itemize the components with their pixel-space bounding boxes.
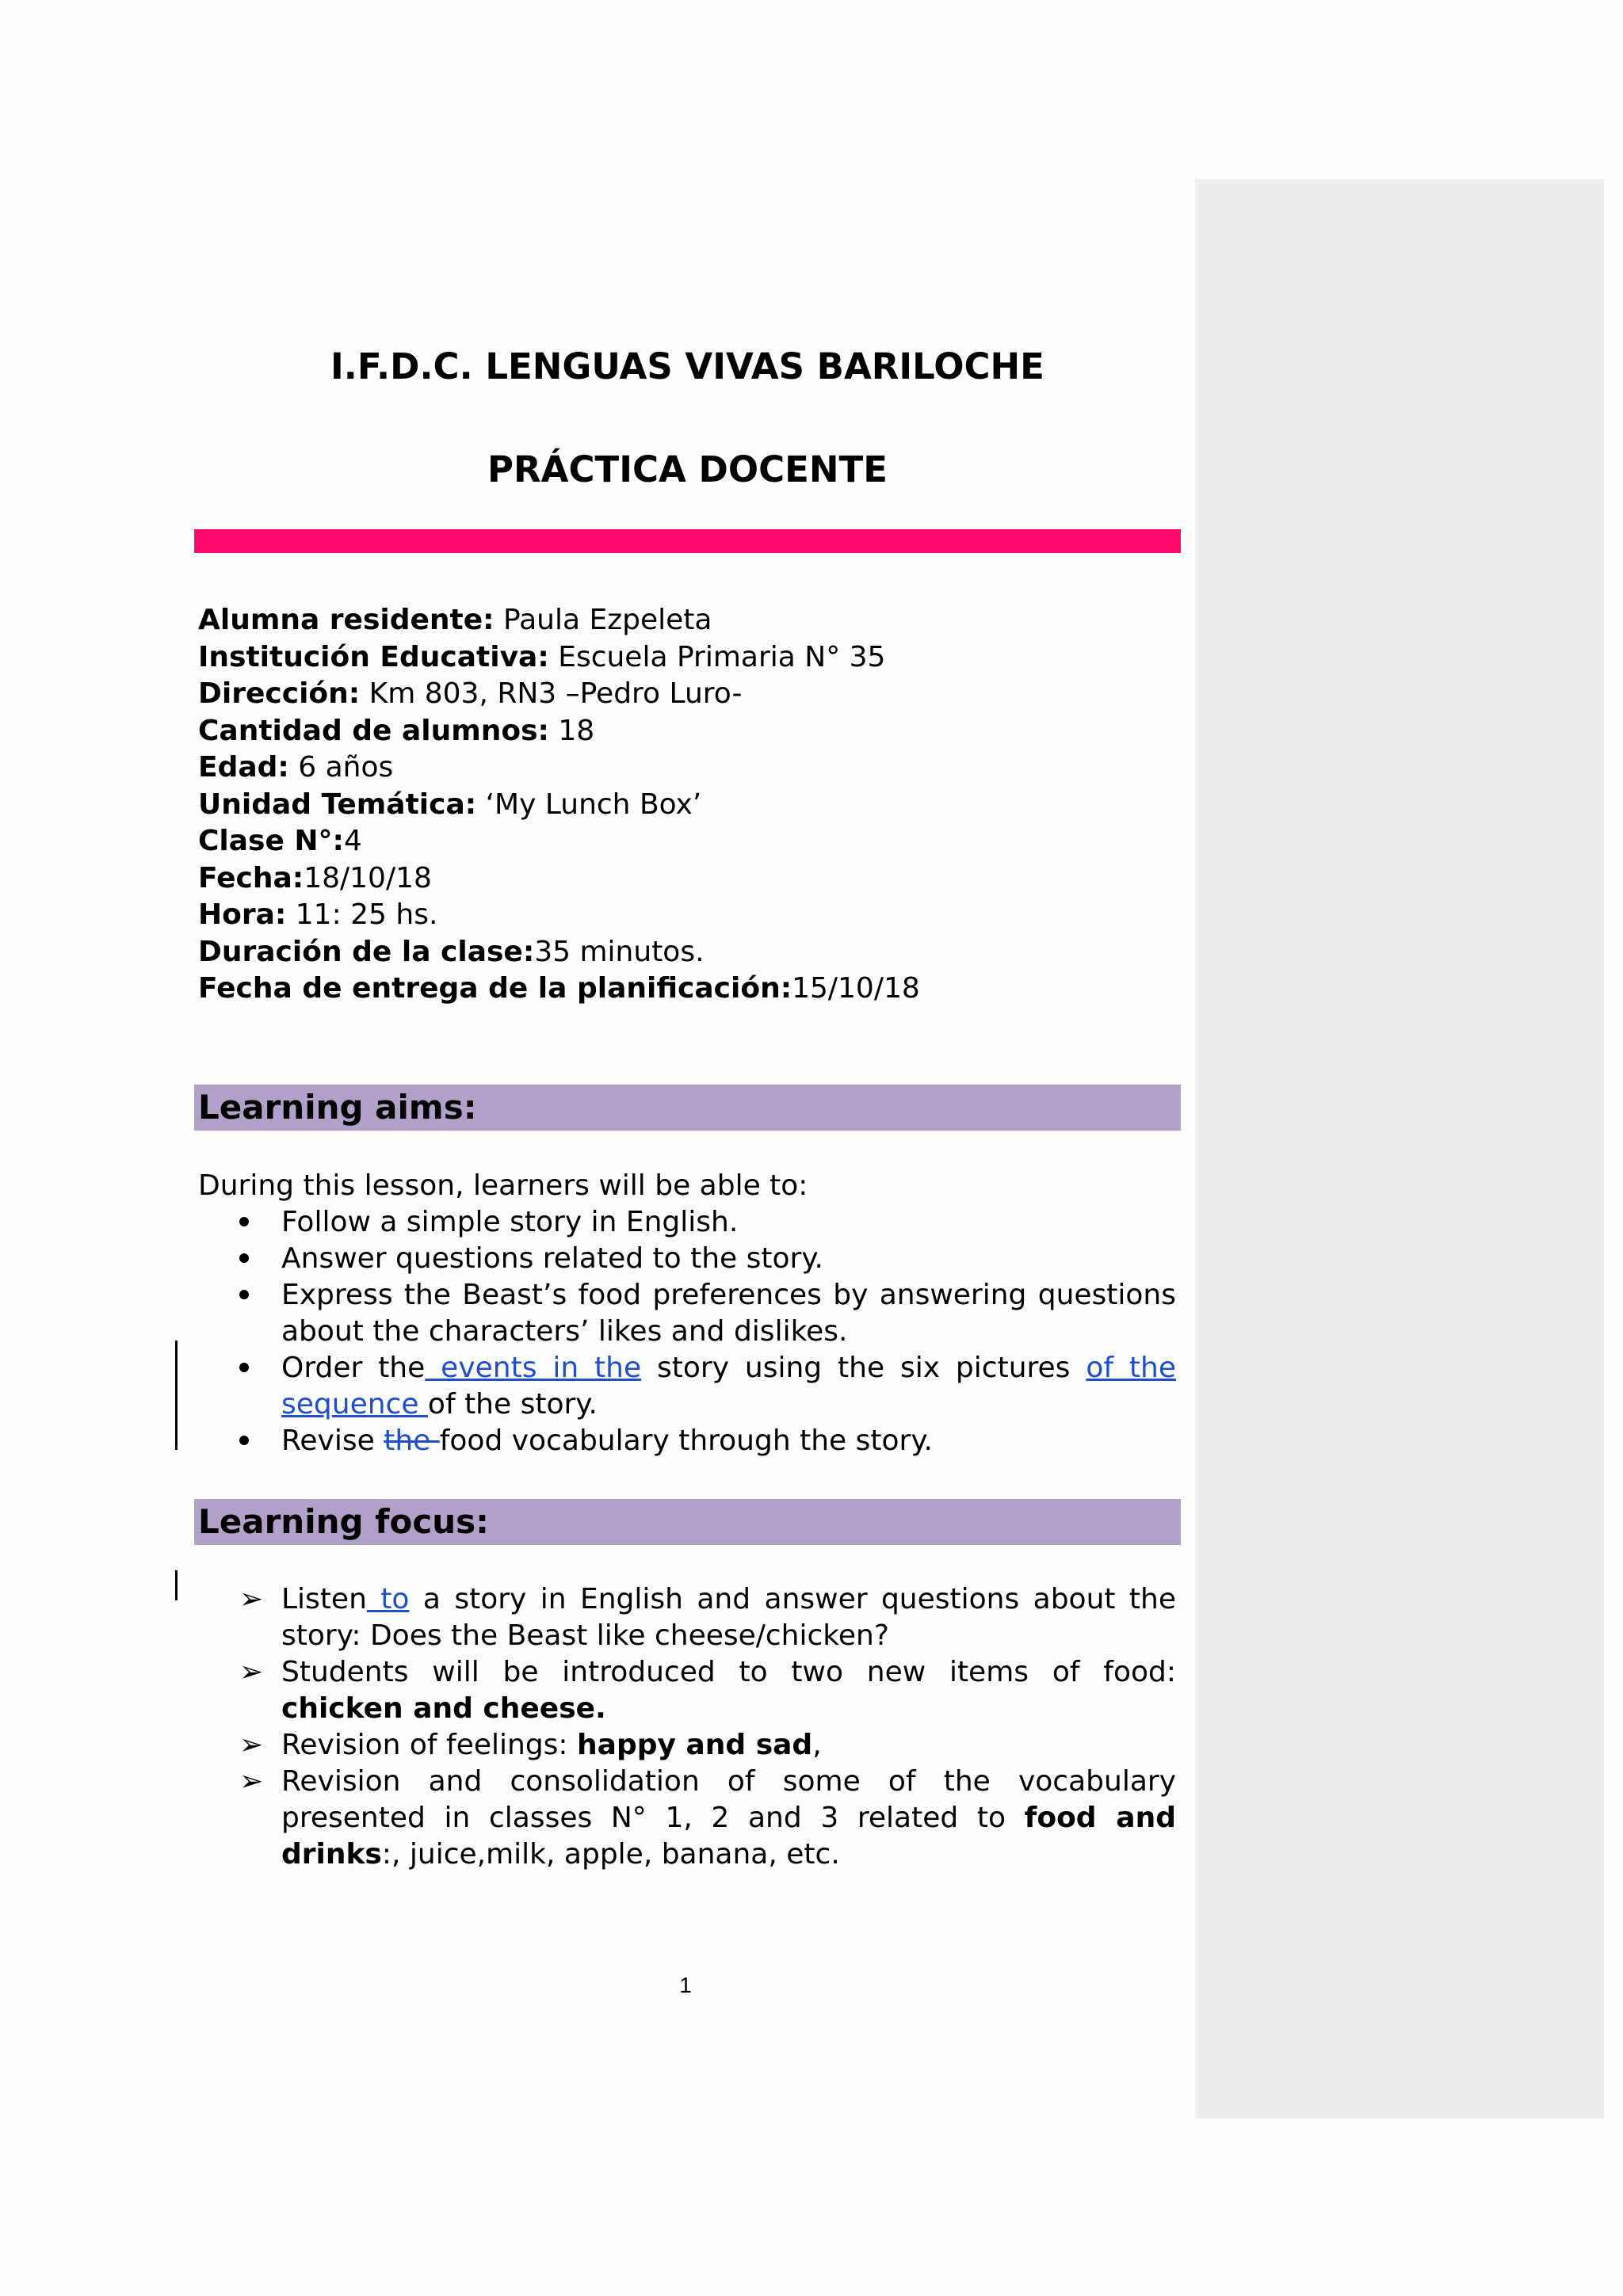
tracked-change-marker (175, 1341, 178, 1450)
info-label: Edad: (198, 751, 289, 784)
list-item (198, 1423, 1176, 1459)
info-label: Fecha de entrega de la planificación: (198, 972, 792, 1005)
tracked-change-marker (175, 1570, 178, 1600)
aims-intro: During this lesson, learners will be able to: (198, 1169, 808, 1202)
focus-bold-text: chicken and cheese. (281, 1692, 606, 1725)
info-row (198, 971, 1181, 1008)
info-value: 6 años (288, 751, 394, 784)
list-item (198, 1277, 1176, 1350)
info-label: Cantidad de alumnos: (198, 714, 549, 747)
info-value: 15/10/18 (792, 972, 920, 1005)
info-label: Institución Educativa: (198, 640, 549, 673)
document-subtitle: PRÁCTICA DOCENTE (487, 448, 888, 490)
info-value: ‘My Lunch Box’ (476, 788, 702, 821)
arrow-bullet-icon: ➢ (239, 1583, 264, 1615)
tracked-insertion: events in the (425, 1352, 642, 1384)
info-label: Fecha: (198, 861, 304, 894)
info-row (198, 897, 1181, 934)
arrow-bullet-icon: ➢ (239, 1656, 264, 1688)
focus-bold-text: happy and sad (577, 1729, 813, 1761)
header-divider (194, 529, 1181, 553)
focus-text: Listen (281, 1583, 367, 1615)
info-value: Km 803, RN3 –Pedro Luro- (360, 677, 743, 710)
info-row (198, 713, 1181, 750)
focus-text: :, juice,milk, apple, banana, etc. (381, 1838, 840, 1871)
tracked-insertion: to (366, 1583, 410, 1615)
info-row (198, 934, 1181, 971)
learning-aims-list (198, 1204, 1176, 1459)
focus-text: , (812, 1729, 822, 1761)
info-value: 11: 25 hs. (286, 898, 438, 931)
info-row (198, 639, 1181, 677)
focus-text: Students will be introduced to two new items of food: (281, 1656, 1176, 1688)
bullet-dot-icon (239, 1241, 271, 1277)
info-row (198, 787, 1181, 824)
info-row (198, 676, 1181, 713)
info-value: 4 (343, 825, 362, 857)
aim-text: Answer questions related to the story. (281, 1242, 823, 1275)
list-item (198, 1764, 1176, 1873)
info-row (198, 860, 1181, 898)
focus-bold-text: food and drinks (281, 1802, 1176, 1871)
info-value: 18 (548, 714, 595, 747)
learning-focus-heading: Learning focus: (194, 1499, 1181, 1545)
info-label: Duración de la clase: (198, 935, 535, 968)
bullet-dot-icon (239, 1423, 271, 1459)
focus-text: Revision of feelings: (281, 1729, 578, 1761)
aim-text: food vocabulary through the story. (439, 1425, 933, 1457)
arrow-bullet-icon: ➢ (239, 1765, 264, 1798)
aim-text: Order the (281, 1352, 426, 1384)
info-row (198, 749, 1181, 787)
learning-focus-list (198, 1581, 1176, 1873)
lesson-info (198, 602, 1181, 1008)
document-title: I.F.D.C. LENGUAS VIVAS BARILOCHE (330, 345, 1044, 387)
aim-text: story using the six pictures (641, 1352, 1086, 1384)
bullet-dot-icon (239, 1277, 271, 1314)
list-item (198, 1581, 1176, 1654)
info-value: 35 minutos. (534, 935, 705, 968)
info-value: 18/10/18 (304, 861, 432, 894)
aim-text: Express the Beast’s food preferences by answering questions about the characters’ likes and dislikes. (281, 1279, 1176, 1348)
list-item (198, 1204, 1176, 1241)
focus-text: a story in English and answer questions about the story: Does the Beast like cheese/chicken? (281, 1583, 1176, 1652)
comment-pane (1195, 179, 1604, 2119)
list-item (198, 1727, 1176, 1764)
bullet-dot-icon (239, 1350, 271, 1386)
info-label: Clase N°: (198, 825, 344, 857)
info-row (198, 602, 1181, 639)
info-value: Escuela Primaria N° 35 (548, 640, 886, 673)
list-item (198, 1350, 1176, 1423)
tracked-deletion: the (384, 1425, 440, 1457)
learning-aims-heading: Learning aims: (194, 1085, 1181, 1131)
bullet-dot-icon (239, 1204, 271, 1241)
info-label: Unidad Temática: (198, 788, 477, 821)
info-label: Alumna residente: (198, 604, 495, 636)
aim-text: of the story. (427, 1388, 598, 1421)
focus-text: Revision and consolidation of some of the vocabulary presented in classes N° 1, 2 and 3 related to (281, 1765, 1176, 1834)
aim-text: Follow a simple story in English. (281, 1206, 739, 1238)
page-number: 1 (679, 1973, 692, 1997)
aim-text: Revise (281, 1425, 384, 1457)
info-label: Hora: (198, 898, 287, 931)
list-item (198, 1241, 1176, 1277)
info-value: Paula Ezpeleta (494, 604, 712, 636)
info-row (198, 823, 1181, 860)
info-label: Dirección: (198, 677, 361, 710)
list-item (198, 1654, 1176, 1727)
arrow-bullet-icon: ➢ (239, 1729, 264, 1761)
tracked-insertion: of the sequence (281, 1352, 1176, 1421)
